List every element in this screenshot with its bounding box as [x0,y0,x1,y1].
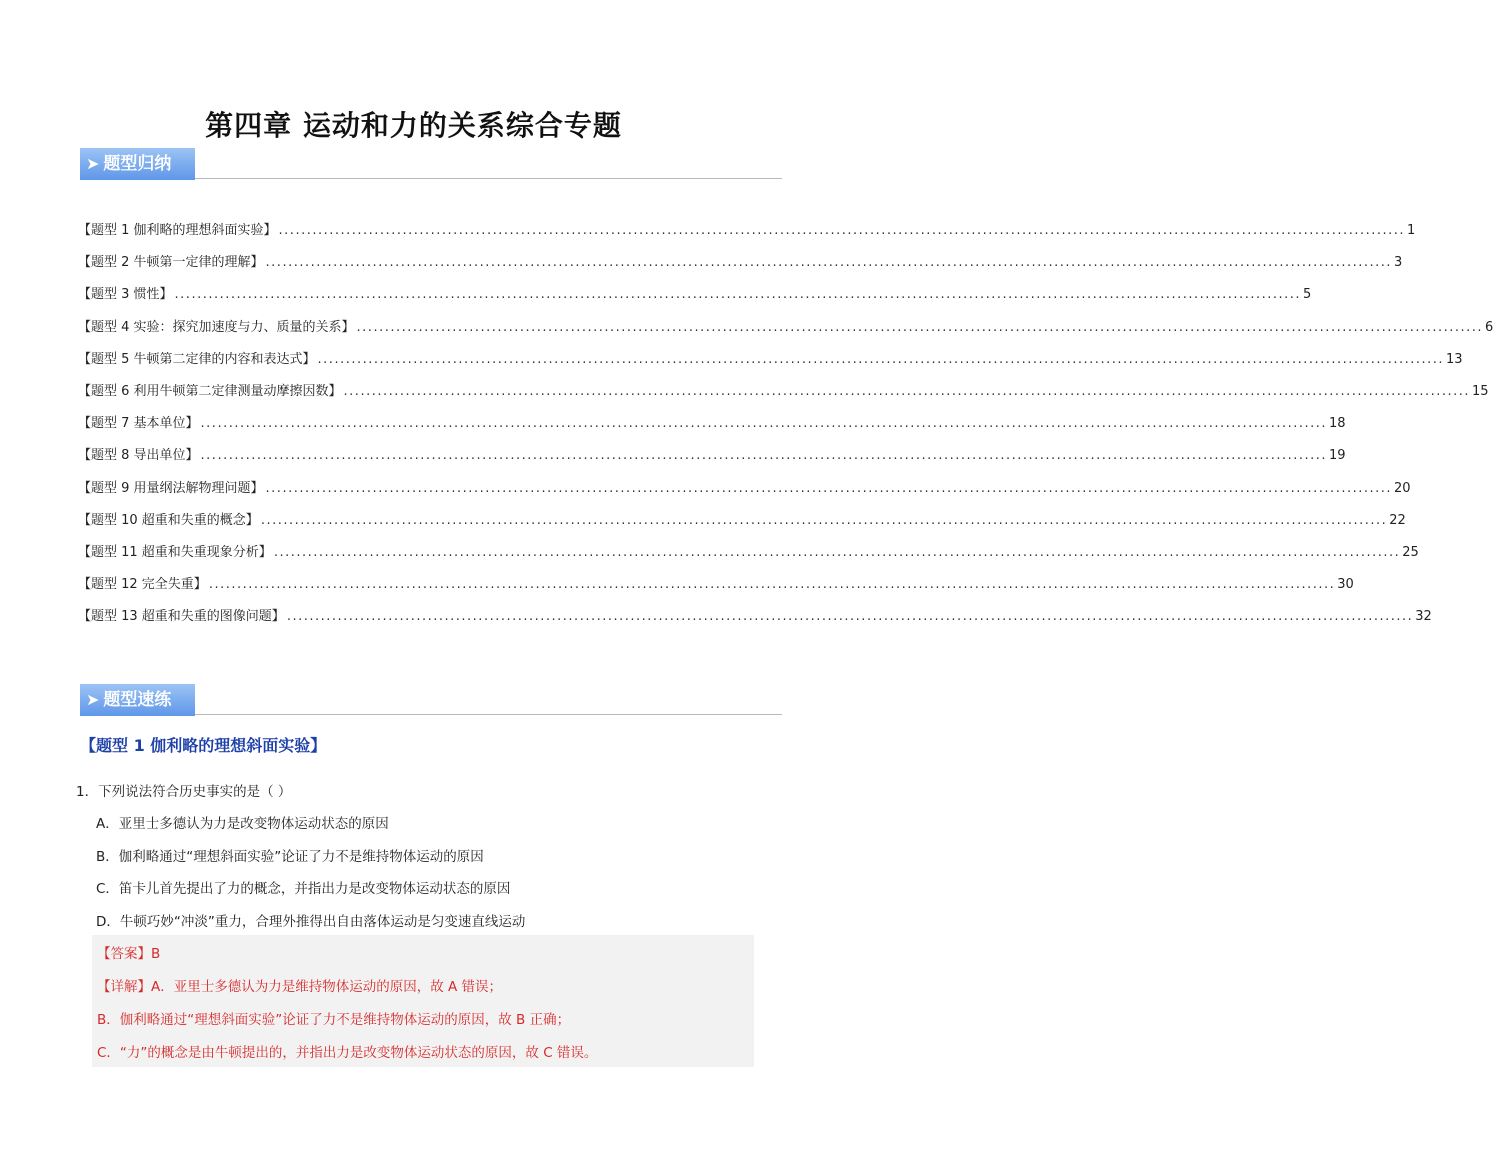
arrow-right-icon: ➤ [86,154,100,173]
section-header-types [80,148,782,180]
toc-entry-page: 25 [1402,544,1419,560]
toc-entry-label: 【题型 3 惯性】 [78,287,173,303]
toc-entry-label: 【题型 8 导出单位】 [78,448,199,464]
toc-entry[interactable] [78,541,1419,573]
toc-entry[interactable] [78,605,1432,637]
toc-entry-label: 【题型 11 超重和失重现象分析】 [78,544,272,560]
toc-entry[interactable] [78,380,1489,412]
section-label: 题型速练 [103,690,172,710]
toc-entry-label: 【题型 13 超重和失重的图像问题】 [78,609,285,625]
toc-leader-dots: ........................................................................................................................................................................................................ [174,287,1302,303]
toc-leader-dots: ........................................................................................................................................................................................................ [317,351,1445,367]
toc-entry[interactable] [78,283,1312,315]
topic-heading: 【题型 1 伽利略的理想斜面实验】 [80,736,327,755]
explanation-line: 【详解】A．亚里士多德认为力是维持物体运动的原因，故 A 错误； [97,979,503,995]
toc-leader-dots: ........................................................................................................................................................................................................ [343,383,1471,399]
toc-entry-label: 【题型 5 牛顿第二定律的内容和表达式】 [78,351,316,367]
toc-entry-page: 19 [1329,448,1346,464]
toc-entry-page: 1 [1407,223,1416,238]
toc-entry[interactable] [78,444,1346,476]
explanation-line: C．“力”的概念是由牛顿提出的，并指出力是改变物体运动状态的原因，故 C 错误。 [97,1045,598,1061]
toc-entry[interactable] [78,509,1406,541]
toc-entry-label: 【题型 4 实验：探究加速度与力、质量的关系】 [78,319,355,335]
toc-leader-dots: ........................................................................................................................................................................................................ [273,544,1401,560]
toc-entry-label: 【题型 2 牛顿第一定律的理解】 [78,255,264,271]
toc-leader-dots: ........................................................................................................................................................................................................ [356,319,1484,335]
section-header-practice [80,684,782,716]
question-options [96,812,525,942]
toc-entry-label: 【题型 9 用量纲法解物理问题】 [78,480,264,496]
section-tag [80,148,195,180]
toc-entry-page: 32 [1415,609,1432,625]
option-c: C．笛卡儿首先提出了力的概念，并指出力是改变物体运动状态的原因 [96,881,511,897]
toc-leader-dots: ........................................................................................................................................................................................................ [265,480,1393,496]
toc-entry-label: 【题型 6 利用牛顿第二定律测量动摩擦因数】 [78,383,342,399]
toc-entry-page: 13 [1446,351,1463,367]
option-a: A．亚里士多德认为力是改变物体运动状态的原因 [96,816,389,832]
toc-leader-dots: ........................................................................................................................................................................................................ [286,609,1414,625]
toc-entry-page: 3 [1394,255,1403,271]
toc-entry-label: 【题型 10 超重和失重的概念】 [78,512,259,528]
toc-leader-dots: ........................................................................................................................................................................................................ [260,512,1388,528]
toc-entry-label: 【题型 12 完全失重】 [78,577,207,593]
toc-leader-dots: ........................................................................................................................................................................................................ [278,223,1406,238]
arrow-right-icon: ➤ [86,690,100,709]
table-of-contents [78,219,1493,637]
toc-entry-label: 【题型 1 伽利略的理想斜面实验】 [78,223,277,238]
toc-entry[interactable] [78,412,1346,444]
explanation-line: B．伽利略通过“理想斜面实验”论证了力不是维持物体运动的原因，故 B 正确； [97,1012,571,1028]
toc-leader-dots: ........................................................................................................................................................................................................ [200,416,1328,432]
option-d: D．牛顿巧妙“冲淡”重力，合理外推得出自由落体运动是匀变速直线运动 [96,913,526,930]
toc-entry-page: 22 [1389,512,1406,528]
toc-entry-page: 20 [1394,480,1411,496]
toc-entry[interactable] [78,477,1411,509]
toc-entry-page: 5 [1303,287,1312,303]
divider [195,178,782,179]
toc-leader-dots: ........................................................................................................................................................................................................ [265,255,1393,271]
option-b: B．伽利略通过“理想斜面实验”论证了力不是维持物体运动的原因 [96,848,484,865]
toc-entry-page: 15 [1472,383,1489,399]
section-tag [80,684,195,716]
toc-entry[interactable] [78,219,1416,251]
toc-entry-label: 【题型 7 基本单位】 [78,416,199,432]
page-title: 第四章 运动和力的关系综合专题 [205,109,622,142]
toc-entry[interactable] [78,573,1354,605]
answer-box [92,935,754,1067]
toc-leader-dots: ........................................................................................................................................................................................................ [200,448,1328,464]
toc-entry[interactable] [78,251,1403,283]
section-label: 题型归纳 [103,154,172,174]
toc-entry-page: 6 [1485,319,1493,335]
toc-entry[interactable] [78,348,1463,380]
answer-line: 【答案】B [97,946,161,962]
toc-entry-page: 18 [1329,416,1346,432]
toc-entry-page: 30 [1337,577,1354,593]
divider [195,714,782,715]
question-stem: 1．下列说法符合历史事实的是（ ） [76,784,292,800]
toc-leader-dots: ........................................................................................................................................................................................................ [208,577,1336,593]
toc-entry[interactable] [78,316,1493,348]
